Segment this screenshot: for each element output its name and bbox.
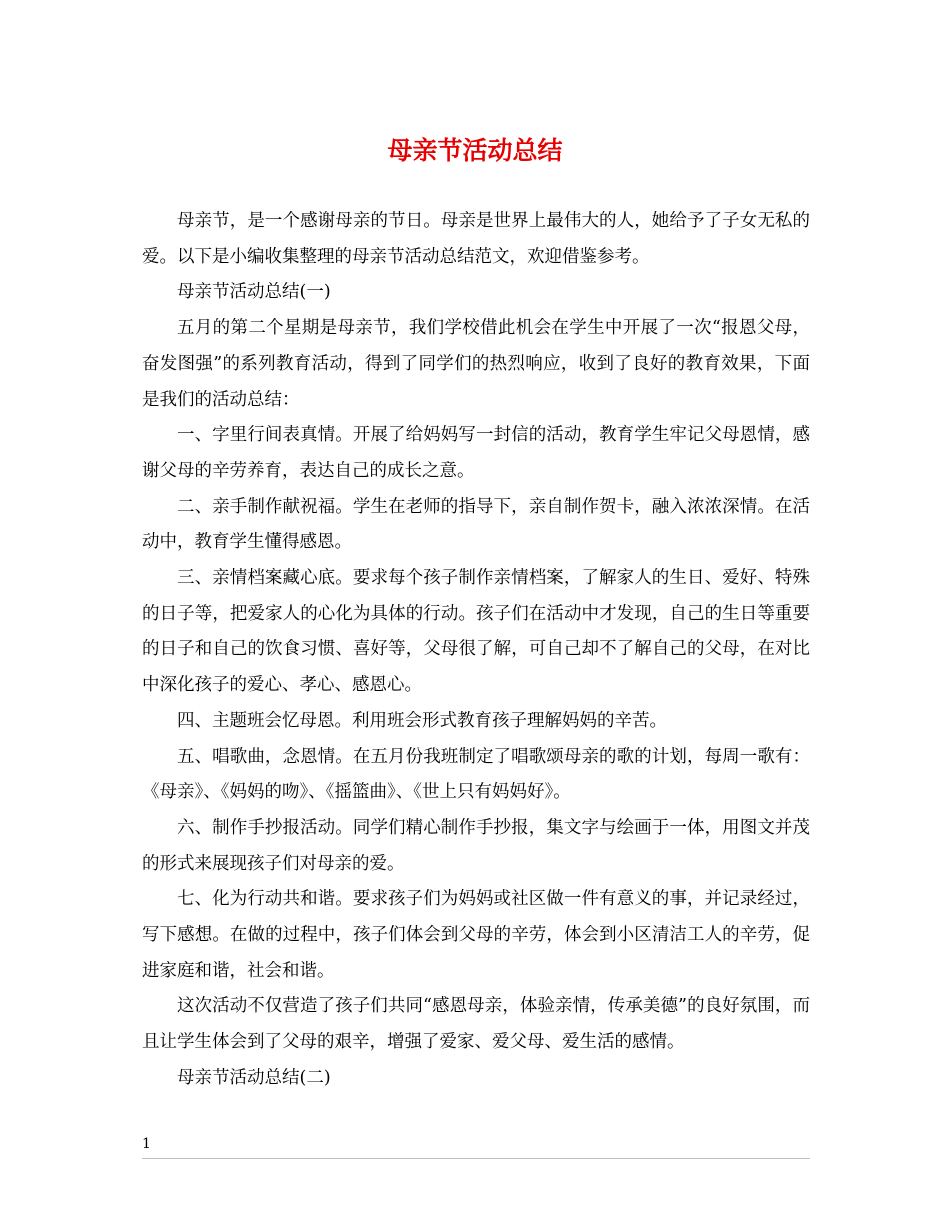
paragraph: 这次活动不仅营造了孩子们共同“感恩母亲，体验亲情，传承美德”的良好氛围，而且让学生体会到了父母的艰辛，增强了爱家、爱父母、爱生活的感情。 (142, 996, 810, 1053)
paragraph: 四、主题班会忆母恩。利用班会形式教育孩子理解妈妈的辛苦。 (177, 710, 667, 731)
section-heading-2: 母亲节活动总结(二) (177, 1067, 331, 1088)
paragraph: 一、字里行间表真情。开展了给妈妈写一封信的活动，教育学生牢记父母恩情，感谢父母的辛劳养育，表达自己的成长之意。 (142, 425, 810, 481)
footer-divider (142, 1158, 810, 1159)
section-heading-1: 母亲节活动总结(一) (177, 282, 331, 303)
paragraph: 六、制作手抄报活动。同学们精心制作手抄报，集文字与绘画于一体，用图文并茂的形式来展现孩子们对母亲的爱。 (142, 817, 810, 874)
paragraph: 五月的第二个星期是母亲节，我们学校借此机会在学生中开展了一次“报恩父母，奋发图强”的系列教育活动，得到了同学们的热烈响应，收到了良好的教育效果，下面是我们的活动总结： (142, 318, 810, 410)
document-title: 母亲节活动总结 (387, 136, 563, 165)
document-body (142, 204, 810, 1097)
paragraph: 七、化为行动共和谐。要求孩子们为妈妈或社区做一件有意义的事，并记录经过，写下感想。在做的过程中，孩子们体会到父母的辛劳，体会到小区清洁工人的辛劳，促进家庭和谐，社会和谐。 (142, 889, 810, 981)
paragraph: 三、亲情档案藏心底。要求每个孩子制作亲情档案，了解家人的生日、爱好、特殊的日子等，把爱家人的心化为具体的行动。孩子们在活动中才发现，自己的生日等重要的日子和自己的饮食习惯、喜好等，父母很了解，可自己却不了解自己的父母，在对比中深化孩子的爱心、孝心、感恩心。 (142, 568, 810, 696)
paragraph: 二、亲手制作献祝福。学生在老师的指导下，亲自制作贺卡，融入浓浓深情。在活动中，教育学生懂得感恩。 (142, 496, 810, 553)
paragraph-intro: 母亲节，是一个感谢母亲的节日。母亲是世界上最伟大的人，她给予了子女无私的爱。以下是小编收集整理的母亲节活动总结范文，欢迎借鉴参考。 (142, 211, 810, 267)
page-number: 1 (142, 1136, 151, 1152)
paragraph: 五、唱歌曲，念恩情。在五月份我班制定了唱歌颂母亲的歌的计划，每周一歌有：《母亲》、《妈妈的吻》、《摇篮曲》、《世上只有妈妈好》。 (142, 746, 810, 803)
